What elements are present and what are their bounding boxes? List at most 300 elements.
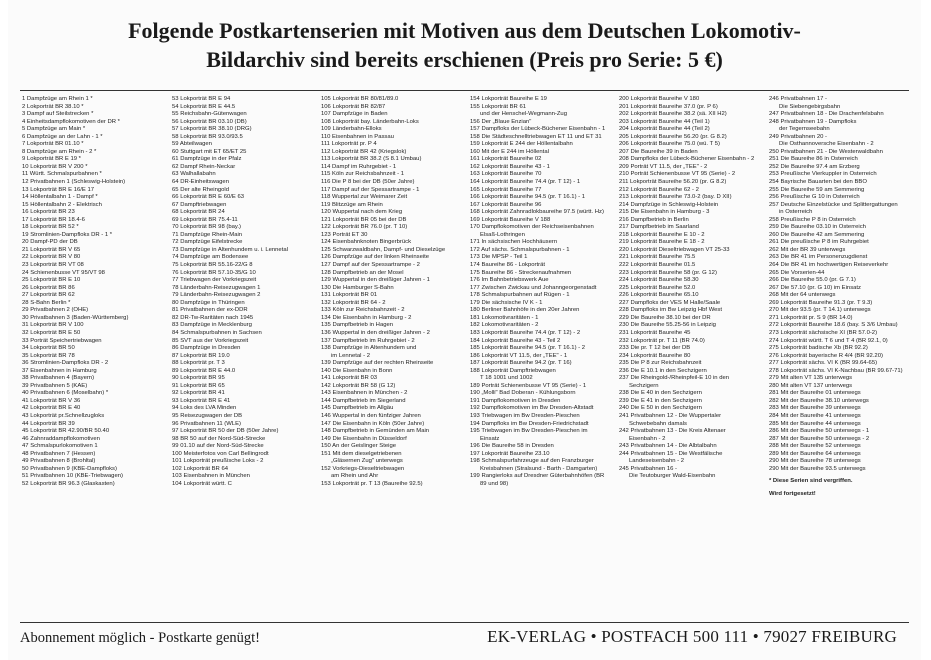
series-entry: 33 Porträt Speichertriebwagen xyxy=(22,337,102,344)
series-entry: 87 Lokporträt BR 19.0 xyxy=(172,352,230,359)
series-entry: 229 Die Baureihe 38.10 bei der DR xyxy=(619,314,711,321)
series-entry: 89 und 98) xyxy=(480,480,509,487)
series-entry: 162 Lokporträt Baureihe 43 - 1 xyxy=(470,163,550,170)
series-entry: 217 Dampfbetrieb im Saarland xyxy=(619,224,699,231)
series-entry: 289 Mit der Baureihe 64 unterwegs xyxy=(769,450,861,457)
series-entry: 170 Dampflokomotiven der Reichseisenbahnen xyxy=(470,224,594,231)
series-entry: 158 Die Städteschnelltriebwagen ET 11 und ET 31 xyxy=(470,133,602,140)
series-entry: 174 Baureihe 86 - Lokporträt xyxy=(470,262,545,269)
series-entry: 202 Lokporträt Baureihe 38.2 (sä. XII H2) xyxy=(619,111,727,118)
series-entry: 121 Lokporträt BR 05 bei der DB xyxy=(321,216,407,223)
series-entry: 270 Mit der 93.5 (pr. T 14.1) unterwegs xyxy=(769,307,871,314)
series-entry: 191 Dampflokomotiven in Dresden xyxy=(470,397,561,404)
series-entry: Sechzigern xyxy=(629,382,659,389)
sold-out-note: * Diese Serien sind vergriffen. xyxy=(769,478,853,485)
series-entry: 238 Die E 40 in den Sechzigern xyxy=(619,390,702,397)
series-entry: 290 Mit der Baureihe 93.5 unterwegs xyxy=(769,465,866,472)
series-entry: 235 Die P 8 zur Reichsbahnzeit xyxy=(619,360,702,367)
series-entry: 86 Dampfzüge in Dresden xyxy=(172,345,241,352)
series-entry: 157 Dampfloks der Lübeck-Büchener Eisenbahn - 1 xyxy=(470,126,606,133)
series-entry: 38 Privatbahnen 4 (Bayern) xyxy=(22,375,95,382)
series-entry: 284 Mit der Baureihe 41 unterwegs xyxy=(769,412,861,419)
series-entry: 183 Lokporträt Baureihe 74.4 (pr. T 12) - 2 xyxy=(470,329,581,336)
title-line-2: Bildarchiv sind bereits erschienen (Preis pro Serie: 5 €) xyxy=(206,47,723,72)
series-entry: 283 Mit der Baureihe 39 unterwegs xyxy=(769,405,861,412)
series-entry: 212 Lokporträt Baureihe 62 - 2 xyxy=(619,186,699,193)
series-entry: 192 Dampflokomotiven im Bw Dresden-Altstadt xyxy=(470,405,594,412)
series-entry: 108 Lokporträt bay. Länderbahn-Loks xyxy=(321,118,419,125)
series-entry: 144 Dampfbetrieb im Siegerland xyxy=(321,397,406,404)
series-entry: 242 Privatbahnen 13 - Die Kreis Altenaer xyxy=(619,428,726,435)
series-entry: 88 Lokporträt pr. T 3 xyxy=(172,360,225,367)
series-entry: 28 S-Bahn Berlin * xyxy=(22,299,71,306)
series-entry: 197 Lokporträt Baureihe 23.10 xyxy=(470,450,550,457)
series-entry: Kreisbahnen (Stralsund - Barth - Damgarten) xyxy=(480,465,598,472)
series-entry: 166 Lokporträt Baureihe 94.5 (pr. T 16.1) - 1 xyxy=(470,194,586,201)
series-entry: 1 Dampfzüge am Rhein 1 * xyxy=(22,96,93,102)
series-entry: 100 Meisterfotos von Carl Bellingrodt xyxy=(172,450,269,457)
series-entry: 205 Lokporträt Baureihe 56.20 (pr. G 8.2) xyxy=(619,133,727,140)
series-entry: 119 Blitzzüge am Rhein xyxy=(321,201,383,208)
series-entry: 27 Lokporträt BR 62 xyxy=(22,292,75,299)
series-entry: 244 Privatbahnen 15 - Die Westfälische xyxy=(619,450,723,457)
series-entry: 189 Porträt Schienenbusse VT 95 (Serie) - 1 xyxy=(470,382,587,389)
top-divider xyxy=(20,90,909,91)
series-entry: 213 Lokporträt Baureihe 73.0-2 (bay. D XII) xyxy=(619,194,732,201)
series-entry: 52 Lokporträt BR 96.3 (Glaskasten) xyxy=(22,480,115,487)
series-entry: 2 Lokporträt BR 38.10 * xyxy=(22,103,84,110)
series-entry: 231 Lokporträt Baureihe 45 xyxy=(619,329,691,336)
series-entry: 259 Die Baureihe 03.10 in Österreich xyxy=(769,224,866,231)
series-entry: 164 Lokporträt Baureihe 74.4 (pr. T 12) - 1 xyxy=(470,179,581,186)
series-entry: 188 Lokporträt Dampftriebwagen xyxy=(470,367,556,374)
series-entry: 137 Dampfbetrieb im Ruhrgebiet - 2 xyxy=(321,337,415,344)
series-entry: 60 Stuttgart mit ET 65/ET 25 xyxy=(172,148,247,155)
series-entry: 107 Dampfzüge in Baden xyxy=(321,111,388,118)
series-entry: 230 Die Baureihe 55.25-56 in Leipzig xyxy=(619,322,716,329)
series-entry: 125 Schwarzwaldbahn, Dampf- und Dieselzüge xyxy=(321,246,446,253)
series-entry: 186 Lokporträt VT 11.5, der „TEE" - 1 xyxy=(470,352,568,359)
series-entry: 290 Mit der Baureihe 78 unterwegs xyxy=(769,458,861,465)
publisher-address: EK-VERLAG • POSTFACH 500 111 • 79027 FREIBURG xyxy=(487,627,897,646)
series-entry: 106 Lokporträt BR 82/87 xyxy=(321,103,386,110)
series-entry: 278 Lokporträt sächs. VI K-Nachbau (BR 99.67-71) xyxy=(769,367,903,374)
series-entry: 42 Lokporträt BR E 40 xyxy=(22,405,81,412)
series-entry: 37 Eisenbahnen in Hamburg xyxy=(22,367,97,374)
series-entry: 134 Die Eisenbahn in Hamburg - 2 xyxy=(321,314,412,321)
series-entry: 18 Lokporträt BR 52 * xyxy=(22,224,79,231)
series-entry: 72 Dampfzüge Eifelstrecke xyxy=(172,239,243,246)
series-entry: 272 Lokporträt Baureihe 18.6 (bay. S 3/6 Umbau) xyxy=(769,322,898,329)
series-entry: 35 Lokporträt BR 78 xyxy=(22,352,75,359)
series-entry: 198 Schmalspurfahrzeuge auf den Franzburger xyxy=(470,458,594,465)
series-entry: 13 Lokporträt BR E 16/E 17 xyxy=(22,186,95,193)
series-entry: 11 Württ. Schmalspurbahnen * xyxy=(22,171,102,178)
series-entry: 8 Dampfzüge am Rhein - 2 * xyxy=(22,148,97,155)
series-entry: in Österreich xyxy=(779,209,813,216)
series-entry: 47 Schmalspurlokomotiven 1 xyxy=(22,443,98,450)
series-entry: 7 Lokporträt BR 01.10 * xyxy=(22,141,84,148)
series-entry: 68 Lokporträt BR 24 xyxy=(172,209,225,216)
series-entry: Eisenbahn - 2 xyxy=(629,435,666,442)
series-entry: 224 Lokporträt Baureihe 58.30 xyxy=(619,277,699,284)
series-entry: 65 Der alte Rheingold xyxy=(172,186,229,193)
series-entry: 127 Dampf auf der Spessartrampe - 2 xyxy=(321,262,420,269)
series-entry: 173 Die MPSP - Teil 1 xyxy=(470,254,528,261)
series-entry: 210 Porträt Schienenbusse VT 95 (Serie) - 2 xyxy=(619,171,736,178)
series-entry: 250 Privatbahnen 21 - Die Westerwaldbahn xyxy=(769,148,883,155)
series-entry: 167 Lokporträt Baureihe 96 xyxy=(470,201,542,208)
series-entry: 193 Triebwagen im Bw Dresden-Pieschen xyxy=(470,412,580,419)
series-entry: 130 Die Hamburger S-Bahn xyxy=(321,284,394,291)
series-entry: 274 Lokporträt württ. T 6 und T 4 (BR 92.1, 0) xyxy=(769,337,888,344)
series-entry: 95 Reisezugwagen der DB xyxy=(172,412,243,419)
series-entry: 264 Die BR 41 im hochwertigen Reiseverkehr xyxy=(769,262,889,269)
series-entry: 136 Wuppertal in den dreißiger Jahren - 2 xyxy=(321,329,430,336)
series-entry: 140 Die Eisenbahn in Bonn xyxy=(321,367,393,374)
series-entry: 172 Auf sächs. Schmalspurbahnen - 1 xyxy=(470,246,570,253)
series-entry: 252 Die Baureihe 97.4 am Erzberg xyxy=(769,163,860,170)
series-entry: 104 Lokporträt württ. C xyxy=(172,480,232,487)
series-entry: 236 Die E 10.1 in den Sechzigern xyxy=(619,367,707,374)
series-entry: 286 Mit der Baureihe 50 unterwegs - 1 xyxy=(769,428,870,435)
series-entry: 149 Die Eisenbahn in Düsseldorf xyxy=(321,435,407,442)
series-entry: 156 Der „Blaue Enzian" xyxy=(470,118,532,125)
series-entry: 187 Lokporträt Baureihe 94.2 (pr. T 16) xyxy=(470,360,572,367)
series-entry: 268 Mit der 64 unterwegs xyxy=(769,292,836,299)
series-entry: 155 Lokporträt BR 61 xyxy=(470,103,526,110)
series-entry: 24 Schienenbusse VT 95/VT 98 xyxy=(22,269,105,276)
subscription-note: Abonnement möglich - Postkarte genügt! xyxy=(20,630,261,646)
series-entry: 243 Privatbahnen 14 - Die Albtalbahn xyxy=(619,443,717,450)
series-entry: 36 Stromlinien-Dampfloks DR - 2 xyxy=(22,360,109,367)
series-entry: 44 Lokporträt BR 39 xyxy=(22,420,75,427)
series-entry: 135 Dampfbetrieb in Hagen xyxy=(321,322,394,329)
series-entry: 165 Lokporträt Baureihe 77 xyxy=(470,186,542,193)
series-entry: 145 Dampfbetrieb im Allgäu xyxy=(321,405,394,412)
series-entry: 94 Loks des LVA Minden xyxy=(172,405,237,412)
series-entry: 154 Lokporträt Baureihe E 19 xyxy=(470,96,547,102)
series-entry: 103 Eisenbahnen in München xyxy=(172,473,250,480)
series-entry: „Gläsernen Zug" unterwegs xyxy=(331,458,403,465)
series-entry: 275 Lokporträt badische Xb (BR 92.2) xyxy=(769,345,868,352)
series-entry: 3 Dampf auf Steilstrecken * xyxy=(22,111,94,118)
series-entry: 30 Privatbahnen 3 (Baden-Württemberg) xyxy=(22,314,129,321)
series-entry: 56 Lokporträt BR 03.10 (DB) xyxy=(172,118,247,125)
series-entry: 247 Privatbahnen 18 - Die Drachenfelsbahn xyxy=(769,111,884,118)
series-entry: 152 Vorkriegs-Dieseltriebwagen xyxy=(321,465,405,472)
series-entry: 201 Lokporträt Baureihe 37.0 (pr. P 6) xyxy=(619,103,718,110)
series-entry: 58 Lokporträt BR 93.0/93.5 xyxy=(172,133,243,140)
series-entry: 109 Länderbahn-Elloks xyxy=(321,126,382,133)
series-entry: 267 Die 57.10 (pr. G 10) im Einsatz xyxy=(769,284,862,291)
series-entry: 147 Die Eisenbahn in Köln (50er Jahre) xyxy=(321,420,425,427)
series-entry: 203 Lokporträt Baureihe 44 (Teil 1) xyxy=(619,118,710,125)
series-entry: 226 Lokporträt Baureihe 65.10 xyxy=(619,292,699,299)
series-entry: 177 Zwischen Zwickau und Johanngeorgenstadt xyxy=(470,284,597,291)
series-entry: 89 Lokporträt BR E 44.0 xyxy=(172,367,236,374)
series-entry: 50 Privatbahnen 9 (KBE-Dampfloks) xyxy=(22,465,117,472)
series-entry: 182 Lokomotivraritäten - 2 xyxy=(470,322,539,329)
series-entry: 114 Dampf im Ruhrgebiet - 1 xyxy=(321,163,397,170)
series-entry: 163 Lokporträt Baureihe 70 xyxy=(470,171,542,178)
series-entry: 9 Lokporträt BR E 19 * xyxy=(22,156,81,163)
series-entry: 221 Lokporträt Baureihe 75.5 xyxy=(619,254,696,261)
series-entry: 169 Lokporträt Baureihe V 188 xyxy=(470,216,551,223)
series-entry: 111 Lokporträt pr. P 4 xyxy=(321,141,377,148)
series-entry: 6 Dampfzüge an der Lahn - 1 * xyxy=(22,133,103,140)
series-entry: 70 Lokporträt BR 98 (bay.) xyxy=(172,224,241,231)
series-entry: 41 Lokporträt BR V 36 xyxy=(22,397,81,404)
series-entry: 262 Mit der BR 39 unterwegs xyxy=(769,246,846,253)
series-entry: 146 Wuppertal in den fünfziger Jahren xyxy=(321,412,421,419)
series-entry: 128 Dampfbetrieb an der Mosel xyxy=(321,269,404,276)
series-entry: 178 Schmalspurbahnen auf Rügen - 1 xyxy=(470,292,570,299)
series-entry: 53 Lokporträt BR E 94 xyxy=(172,96,231,102)
series-entry: 207 Die Baureihe 39 in Baden xyxy=(619,148,698,155)
series-entry: 31 Lokporträt BR V 100 xyxy=(22,322,84,329)
series-entry: 277 Lokporträt sächs. VI K (BR 99.64-65) xyxy=(769,360,878,367)
series-entry: 265 Die Vorserien-44 xyxy=(769,269,825,276)
series-entry: 206 Lokporträt Baureihe 75.0 (wü. T 5) xyxy=(619,141,720,148)
series-entry: 129 Wuppertal in den dreißiger Jahren - 1 xyxy=(321,277,430,284)
series-entry: 78 Länderbahn-Reisezugwagen 1 xyxy=(172,284,261,291)
series-entry: 285 Mit der Baureihe 44 unterwegs xyxy=(769,420,861,427)
series-entry: 80 Dampfzüge in Thüringen xyxy=(172,299,245,306)
series-entry: 85 SVT aus der Vorkriegszeit xyxy=(172,337,249,344)
series-entry: 110 Eisenbahnen in Passau xyxy=(321,133,394,140)
series-entry: 181 Lokomotivraritäten - 1 xyxy=(470,314,539,321)
series-column-5 xyxy=(619,96,767,481)
series-entry: 66 Lokporträt BR E 60/E 63 xyxy=(172,194,245,201)
series-entry: 138 Dampfzüge in Altenhundem und xyxy=(321,345,417,352)
series-entry: 25 Lokporträt BR E 10 xyxy=(22,277,81,284)
series-entry: 62 Dampf Rhein-Neckar xyxy=(172,163,236,170)
series-entry: 5 Dampfzüge am Main * xyxy=(22,126,86,133)
series-entry: 131 Lokporträt BR 01 xyxy=(321,292,377,299)
series-entry: 153 Lokporträt pr. T 13 (Baureihe 92.5) xyxy=(321,480,423,487)
series-entry: 21 Lokporträt BR V 65 xyxy=(22,246,81,253)
series-entry: 233 Die pr. T 12 bei der DB xyxy=(619,345,691,352)
series-entry: 17 Lokporträt BR 18.4-6 xyxy=(22,216,85,223)
series-entry: 67 Dampftriebwagen xyxy=(172,201,227,208)
series-entry: 48 Privatbahnen 7 (Hessen) xyxy=(22,450,96,457)
series-entry: 195 Triebwagen im Bw Dresden-Pieschen im xyxy=(470,428,588,435)
series-entry: 10 Lokporträt BR V 200 * xyxy=(22,163,88,170)
series-entry: 132 Lokporträt BR 64 - 2 xyxy=(321,299,386,306)
series-entry: 257 Deutsche Einzelstücke und Splittergattungen xyxy=(769,201,898,208)
series-entry: 218 Lokporträt Baureihe E 10 - 2 xyxy=(619,231,705,238)
series-entry: 266 Die Baureihe 55.0 (pr. G 7.1) xyxy=(769,277,856,284)
series-entry: 216 Dampfbetrieb in Berlin xyxy=(619,216,689,223)
series-entry: 124 Eisenbahnknoten Bingerbrück xyxy=(321,239,412,246)
series-entry: 112 Lokporträt BR 42 (Kriegslok) xyxy=(321,148,407,155)
series-entry: 185 Lokporträt Baureihe 94.5 (pr. T 16.1) - 2 xyxy=(470,345,586,352)
series-entry: 126 Dampfzüge auf der linken Rheinseite xyxy=(321,254,430,261)
series-entry: Landeseisenbahn - 2 xyxy=(629,458,685,465)
series-entry: 43 Lokporträt pr.Schnellzugloks xyxy=(22,412,105,419)
series-entry: am Rhein und Ahr xyxy=(331,473,379,480)
series-entry: 194 Dampfloks im Bw Dresden-Friedrichstadt xyxy=(470,420,589,427)
series-entry: 232 Lokporträt pr. T 11 (BR 74.0) xyxy=(619,337,705,344)
series-column-1 xyxy=(22,96,170,488)
series-entry: 180 Berliner Bahnhöfe in den 20er Jahren xyxy=(470,307,580,314)
series-entry: Die Siebengebirgsbahn xyxy=(779,103,841,110)
series-entry: 199 Rangierloks auf Dresdner Güterbahnhöfen (BR xyxy=(470,473,605,480)
series-entry: 175 Baureihe 86 - Streckenaufnahmen xyxy=(470,269,572,276)
series-entry: 245 Privatbahnen 16 - xyxy=(619,465,677,472)
series-entry: 122 Lokporträt BR 76.0 (pr. T 10) xyxy=(321,224,408,231)
series-entry: 73 Dampfzüge in Altenhundem u. i. Lennetal xyxy=(172,246,288,253)
series-entry: 234 Lokporträt Baureihe 80 xyxy=(619,352,691,359)
series-entry: 120 Wuppertal nach dem Krieg xyxy=(321,209,403,216)
series-entry: Die Osthannoversche Eisenbahn - 2 xyxy=(779,141,874,148)
series-entry: 15 Höllentalbahn 2 - Elektrisch xyxy=(22,201,102,208)
series-entry: 220 Lokporträt Dieseltriebwagen VT 25-33 xyxy=(619,246,730,253)
series-entry: Schwebebahn damals xyxy=(629,420,687,427)
series-entry: 84 Schmalspurbahnen in Sachsen xyxy=(172,329,262,336)
series-entry: 82 DR-Tw-Raritäten nach 1945 xyxy=(172,314,254,321)
series-entry: 248 Privatbahnen 19 - Dampfloks xyxy=(769,118,857,125)
series-entry: 148 Dampfbetrieb in Gemünden am Main xyxy=(321,428,430,435)
series-entry: 39 Privatbahnen 5 (KAE) xyxy=(22,382,88,389)
series-entry: 14 Höllentalbahn 1 - Dampf * xyxy=(22,194,98,201)
series-entry: 23 Lokporträt BR VT 08 xyxy=(22,262,84,269)
series-entry: 190 „Molli" Bad Doberan - Kühlungsborn xyxy=(470,390,576,397)
series-entry: 150 An der Geislinger Steige xyxy=(321,443,396,450)
series-entry: Die Teutoburger Wald-Eisenbahn xyxy=(629,473,716,480)
series-column-2 xyxy=(172,96,320,488)
series-entry: 46 Zahnraddampflokomotiven xyxy=(22,435,100,442)
series-entry: 49 Privatbahnen 8 (Brohltal) xyxy=(22,458,96,465)
series-entry: 211 Lokporträt Baureihe 56.20 (pr. G 8.2) xyxy=(619,179,727,186)
series-entry: 287 Mit der Baureihe 50 unterwegs - 2 xyxy=(769,435,870,442)
series-entry: 81 Privatbahnen der ex-DDR xyxy=(172,307,248,314)
series-entry: 4 Einheitsdampflokomotiven der DR * xyxy=(22,118,120,125)
series-entry: 251 Die Baureihe 86 in Österreich xyxy=(769,156,858,163)
series-entry: 102 Lokporträt BR 64 xyxy=(172,465,228,472)
series-entry: 116 Die P 8 bei der DB (50er Jahre) xyxy=(321,179,415,186)
series-entry: 34 Lokporträt BR 50 xyxy=(22,345,75,352)
series-entry: 168 Lokporträt Zahnradlokbaureihe 97.5 (württ. Hz) xyxy=(470,209,604,216)
series-entry: 57 Lokporträt BR 38.10 (DRG) xyxy=(172,126,252,133)
series-entry: 260 Die Baureihe 42 am Semmering xyxy=(769,231,865,238)
series-entry: 99 01.10 auf der Nord-Süd-Strecke xyxy=(172,443,264,450)
series-column-3 xyxy=(321,96,469,488)
series-entry: 141 Lokporträt BR 03 xyxy=(321,375,377,382)
series-entry: 176 Im Bahnbetriebswerk Aue xyxy=(470,277,549,284)
series-column-6 xyxy=(769,96,917,498)
series-entry: 184 Lokporträt Baureihe 43 - Teil 2 xyxy=(470,337,561,344)
series-entry: 45 Lokporträt BR 42.90/BR 50.40 xyxy=(22,428,110,435)
series-entry: 133 Köln zur Reichsbahnzeit - 2 xyxy=(321,307,405,314)
series-entry: 71 Dampfzüge Rhein-Main xyxy=(172,231,243,238)
series-entry: 19 Stromlinien-Dampfloks DR - 1 * xyxy=(22,231,113,238)
series-entry: 222 Lokporträt Baureihe 01.5 xyxy=(619,262,696,269)
series-entry: 105 Lokporträt BR 80/81/89.0 xyxy=(321,96,399,102)
series-entry: 161 Lokporträt Baureihe 02 xyxy=(470,156,542,163)
series-entry: 273 Lokporträt sächsische XI (BR 57.0-2) xyxy=(769,329,878,336)
series-entry: 256 Preußische G 10 in Österreich xyxy=(769,194,860,201)
series-entry: 32 Lokporträt BR E 50 xyxy=(22,329,81,336)
page-title xyxy=(8,16,921,74)
series-entry: 51 Privatbahnen 10 (KBE-Triebwagen) xyxy=(22,473,123,480)
series-entry: 225 Lokporträt Baureihe 52.0 xyxy=(619,284,696,291)
series-entry: 55 Reichsbahn-Gütenwagen xyxy=(172,111,247,118)
series-entry: 241 Privatbahnen 12 - Die Wuppertaler xyxy=(619,412,722,419)
series-entry: 93 Lokporträt BR E 41 xyxy=(172,397,231,404)
series-entry: 143 Eisenbahnen in München - 2 xyxy=(321,390,408,397)
series-entry: 239 Die E 41 in den Sechzigern xyxy=(619,397,702,404)
series-entry: 115 Köln zur Reichsbahnzeit - 1 xyxy=(321,171,405,178)
series-entry: 255 Die Baureihe 59 am Semmering xyxy=(769,186,865,193)
series-entry: 204 Lokporträt Baureihe 44 (Teil 2) xyxy=(619,126,710,133)
series-entry: 237 Die Rheingold-/Rheinpfeil-E 10 in den xyxy=(619,375,730,382)
series-entry: 69 Lokporträt BR 75.4-11 xyxy=(172,216,238,223)
series-entry: 90 Lokporträt BR 95 xyxy=(172,375,225,382)
series-entry: 271 Lokporträt pr. S 9 (BR 14.0) xyxy=(769,314,853,321)
series-entry: 263 Die BR 41 im Personenzugdienst xyxy=(769,254,868,261)
series-entry: und der Henschel-Wegmann-Zug xyxy=(480,111,567,118)
series-entry: 219 Lokporträt Baureihe E 18 - 2 xyxy=(619,239,705,246)
series-entry: 223 Lokporträt Baureihe 58 (pr. G 12) xyxy=(619,269,717,276)
series-entry: 139 Dampfzüge auf der rechten Rheinseite xyxy=(321,360,434,367)
series-entry: 12 Privatbahnen 1 (Schleswig-Holstein) xyxy=(22,179,126,186)
series-list xyxy=(22,96,912,618)
series-entry: 228 Dampfloks im Bw Leipzig Hbf West xyxy=(619,307,723,314)
title-line-1: Folgende Postkartenserien mit Motiven aus dem Deutschen Lokomotiv- xyxy=(128,18,801,43)
series-entry: 258 Preußische P 8 in Österreich xyxy=(769,216,856,223)
series-entry: 77 Triebwagen der Vorkriegszeit xyxy=(172,277,257,284)
series-entry: Elsaß-Lothringen xyxy=(480,231,525,238)
series-entry: 179 Die sächsische IV K - 1 xyxy=(470,299,543,306)
bottom-divider xyxy=(20,622,909,623)
series-entry: 282 Mit der Baureihe 38.10 unterwegs xyxy=(769,397,869,404)
series-entry: 97 Lokporträt BR 50 der DB (50er Jahre) xyxy=(172,428,279,435)
postcard-series-sheet xyxy=(8,0,921,660)
series-entry: 253 Preußische Vierkuppler in Österreich xyxy=(769,171,877,178)
series-entry: 246 Privatbahnen 17 - xyxy=(769,96,827,102)
series-entry: 159 Lokporträt E 244 der Höllentalbahn xyxy=(470,141,573,148)
series-entry: 75 Lokporträt BR 55.16-22/G 8 xyxy=(172,262,253,269)
series-entry: 142 Lokporträt BR 58 (G 12) xyxy=(321,382,396,389)
series-entry: 240 Die E 50 in den Sechzigern xyxy=(619,405,702,412)
series-entry: 209 Porträt VT 11.5, der „TEE" - 2 xyxy=(619,163,708,170)
series-entry: T 18 1001 und 1002 xyxy=(480,375,533,382)
series-entry: 59 Abteilwagen xyxy=(172,141,212,148)
series-entry: 118 Wuppertal zur Weimarer Zeit xyxy=(321,194,408,201)
series-entry: 16 Lokporträt BR 23 xyxy=(22,209,75,216)
series-entry: 279 Mit alten VT 135 unterwegs xyxy=(769,375,853,382)
series-entry: 79 Länderbahn-Reisezugwagen 2 xyxy=(172,292,261,299)
series-entry: 288 Mit der Baureihe 52 unterwegs xyxy=(769,443,861,450)
series-entry: 76 Lokporträt BR 57.10-35/G 10 xyxy=(172,269,256,276)
series-entry: 160 Mit der E 244 im Höllental xyxy=(470,148,549,155)
series-entry: 171 In sächsischen Hochhäusern xyxy=(470,239,558,246)
series-entry: 269 Lokporträt Baureihe 91.3 (pr. T 9.3) xyxy=(769,299,873,306)
series-entry: 22 Lokporträt BR V 80 xyxy=(22,254,81,261)
series-column-4 xyxy=(470,96,618,488)
series-entry: 101 Lokporträt preußische Loks - 2 xyxy=(172,458,264,465)
series-entry: 261 Die preußische P 8 im Ruhrgebiet xyxy=(769,239,869,246)
series-entry: 54 Lokporträt BR E 44.5 xyxy=(172,103,236,110)
series-entry: 280 Mit alten VT 137 unterwegs xyxy=(769,382,853,389)
series-entry: 91 Lokporträt BR 65 xyxy=(172,382,225,389)
series-entry: 254 Bayrische Bauarten bei den BBÖ xyxy=(769,179,867,186)
series-entry: 26 Lokporträt BR 86 xyxy=(22,284,75,291)
series-entry: 64 DR-Einheitswagen xyxy=(172,179,229,186)
series-entry: 61 Dampfzüge in der Pfalz xyxy=(172,156,242,163)
